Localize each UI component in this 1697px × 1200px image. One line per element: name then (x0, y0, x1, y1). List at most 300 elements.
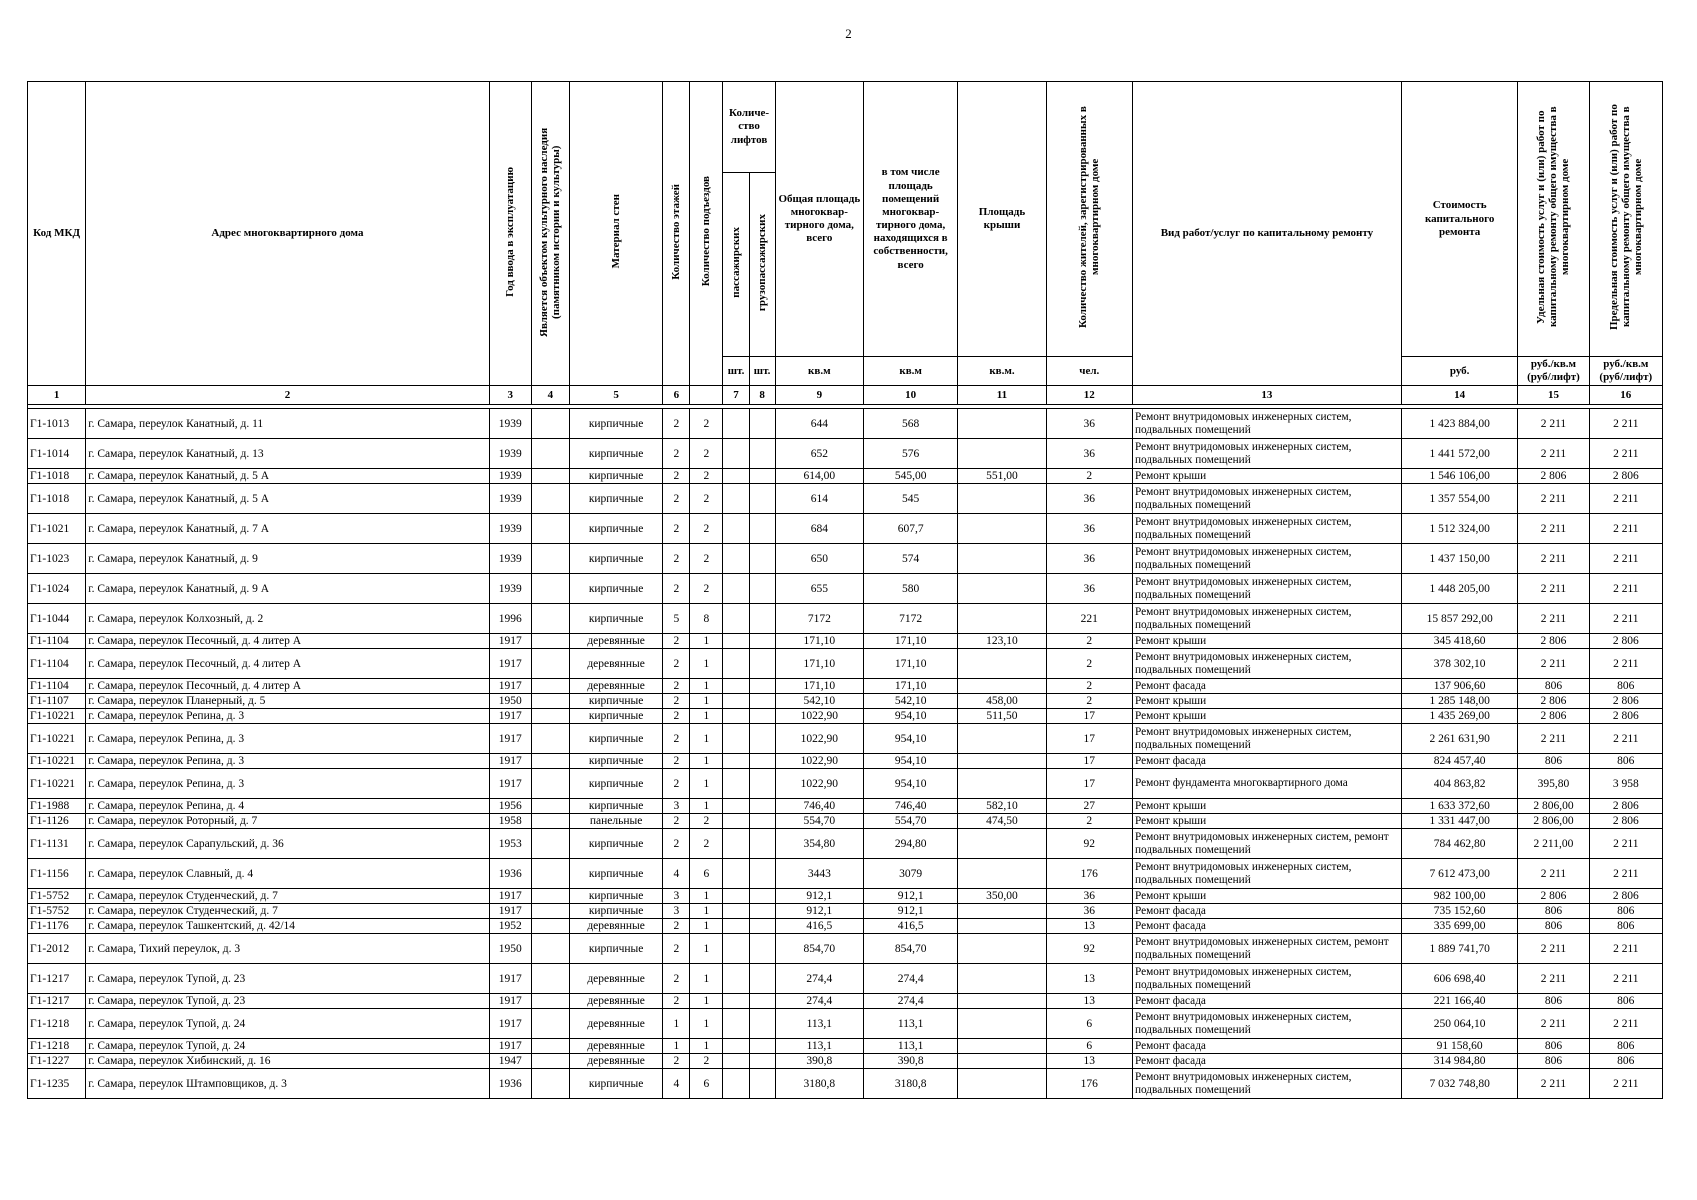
cell-year: 1936 (489, 859, 531, 889)
cell-lifts-passenger (723, 934, 749, 964)
cell-floors: 2 (663, 439, 690, 469)
cell-code: Г1-1044 (28, 604, 86, 634)
cell-work-type: Ремонт внутридомовых инженерных систем, ремонт подвальных помещений (1132, 829, 1401, 859)
column-number: 6 (663, 386, 690, 405)
cell-wall-material: кирпичные (569, 469, 662, 484)
cell-unit-cost: 2 211 (1518, 514, 1589, 544)
cell-code: Г1-10221 (28, 724, 86, 754)
cell-lifts-passenger (723, 889, 749, 904)
cell-floors: 2 (663, 919, 690, 934)
table-row (28, 934, 1663, 964)
cell-lifts-passenger (723, 1054, 749, 1069)
cell-unit-cost: 806 (1518, 904, 1589, 919)
cell-limit-cost: 2 211 (1589, 409, 1662, 439)
cell-lifts-passenger (723, 649, 749, 679)
cell-code: Г1-2012 (28, 934, 86, 964)
cell-year: 1939 (489, 439, 531, 469)
cell-floors: 2 (663, 634, 690, 649)
cell-cost: 250 064,10 (1401, 1009, 1517, 1039)
cell-heritage (531, 679, 569, 694)
cell-owned-area: 390,8 (863, 1054, 957, 1069)
cell-unit-cost: 2 806,00 (1518, 799, 1589, 814)
cell-residents: 13 (1046, 919, 1132, 934)
cell-year: 1947 (489, 1054, 531, 1069)
header-limit-cost: Предельная стоимость услуг и (или) работ по капитальному ремонту общего имущества в многоквартирном доме (1589, 82, 1662, 357)
table-row (28, 709, 1663, 724)
cell-lifts-cargo (749, 769, 775, 799)
cell-wall-material: кирпичные (569, 409, 662, 439)
cell-residents: 2 (1046, 634, 1132, 649)
cell-entrances: 2 (690, 814, 723, 829)
cell-entrances: 6 (690, 1069, 723, 1099)
cell-owned-area: 912,1 (863, 889, 957, 904)
cell-total-area: 684 (775, 514, 863, 544)
cell-year: 1996 (489, 604, 531, 634)
cell-total-area: 3180,8 (775, 1069, 863, 1099)
cell-wall-material: кирпичные (569, 574, 662, 604)
cell-cost: 335 699,00 (1401, 919, 1517, 934)
column-number (690, 386, 723, 405)
cell-roof-area: 350,00 (958, 889, 1046, 904)
cell-floors: 2 (663, 934, 690, 964)
cell-owned-area: 607,7 (863, 514, 957, 544)
cell-floors: 1 (663, 1009, 690, 1039)
cell-code: Г1-1218 (28, 1039, 86, 1054)
header-work-type: Вид работ/услуг по капитальному ремонту (1132, 82, 1401, 386)
cell-lifts-cargo (749, 1069, 775, 1099)
cell-heritage (531, 709, 569, 724)
cell-unit-cost: 806 (1518, 754, 1589, 769)
cell-work-type: Ремонт внутридомовых инженерных систем, подвальных помещений (1132, 724, 1401, 754)
cell-work-type: Ремонт внутридомовых инженерных систем, подвальных помещений (1132, 964, 1401, 994)
cell-work-type: Ремонт фасада (1132, 679, 1401, 694)
cell-owned-area: 542,10 (863, 694, 957, 709)
cell-owned-area: 171,10 (863, 649, 957, 679)
cell-entrances: 2 (690, 829, 723, 859)
cell-heritage (531, 694, 569, 709)
cell-lifts-passenger (723, 709, 749, 724)
cell-year: 1956 (489, 799, 531, 814)
cell-roof-area (958, 604, 1046, 634)
cell-owned-area: 113,1 (863, 1009, 957, 1039)
table-row (28, 439, 1663, 469)
cell-wall-material: панельные (569, 814, 662, 829)
header-wall-material: Материал стен (569, 82, 662, 386)
cell-wall-material: деревянные (569, 919, 662, 934)
cell-cost: 824 457,40 (1401, 754, 1517, 769)
cell-lifts-passenger (723, 994, 749, 1009)
cell-lifts-passenger (723, 1009, 749, 1039)
cell-lifts-cargo (749, 604, 775, 634)
cell-cost: 1 889 741,70 (1401, 934, 1517, 964)
header-lifts-passenger: пассажирских (723, 173, 749, 357)
cell-wall-material: деревянные (569, 1054, 662, 1069)
cell-lifts-cargo (749, 484, 775, 514)
cell-residents: 13 (1046, 964, 1132, 994)
cell-cost: 1 633 372,60 (1401, 799, 1517, 814)
cell-roof-area: 458,00 (958, 694, 1046, 709)
cell-entrances: 6 (690, 859, 723, 889)
cell-roof-area: 123,10 (958, 634, 1046, 649)
column-number: 1 (28, 386, 86, 405)
cell-code: Г1-1023 (28, 544, 86, 574)
cell-unit-cost: 2 806 (1518, 469, 1589, 484)
cell-cost: 1 285 148,00 (1401, 694, 1517, 709)
cell-lifts-passenger (723, 904, 749, 919)
cell-limit-cost: 806 (1589, 1054, 1662, 1069)
cell-heritage (531, 754, 569, 769)
cell-code: Г1-1227 (28, 1054, 86, 1069)
cell-limit-cost: 3 958 (1589, 769, 1662, 799)
cell-total-area: 390,8 (775, 1054, 863, 1069)
cell-lifts-passenger (723, 484, 749, 514)
cell-cost: 7 612 473,00 (1401, 859, 1517, 889)
cell-roof-area (958, 859, 1046, 889)
cell-limit-cost: 806 (1589, 679, 1662, 694)
cell-cost: 1 423 884,00 (1401, 409, 1517, 439)
cell-limit-cost: 2 211 (1589, 604, 1662, 634)
cell-residents: 36 (1046, 904, 1132, 919)
cell-wall-material: кирпичные (569, 439, 662, 469)
cell-address: г. Самара, переулок Канатный, д. 11 (86, 409, 489, 439)
table-row (28, 889, 1663, 904)
cell-total-area: 1022,90 (775, 709, 863, 724)
cell-heritage (531, 649, 569, 679)
cell-owned-area: 171,10 (863, 679, 957, 694)
column-number: 4 (531, 386, 569, 405)
cell-lifts-cargo (749, 514, 775, 544)
cell-lifts-passenger (723, 694, 749, 709)
table-row (28, 604, 1663, 634)
cell-wall-material: кирпичные (569, 829, 662, 859)
cell-floors: 2 (663, 514, 690, 544)
cell-wall-material: деревянные (569, 1009, 662, 1039)
cell-code: Г1-5752 (28, 904, 86, 919)
cell-total-area: 171,10 (775, 679, 863, 694)
cell-cost: 91 158,60 (1401, 1039, 1517, 1054)
cell-lifts-passenger (723, 859, 749, 889)
cell-unit-cost: 2 211 (1518, 544, 1589, 574)
cell-cost: 137 906,60 (1401, 679, 1517, 694)
cell-wall-material: кирпичные (569, 754, 662, 769)
cell-heritage (531, 799, 569, 814)
cell-wall-material: деревянные (569, 964, 662, 994)
cell-total-area: 416,5 (775, 919, 863, 934)
cell-entrances: 1 (690, 994, 723, 1009)
cell-heritage (531, 829, 569, 859)
cell-year: 1917 (489, 964, 531, 994)
cell-residents: 36 (1046, 574, 1132, 604)
table-row (28, 964, 1663, 994)
cell-limit-cost: 806 (1589, 754, 1662, 769)
cell-residents: 36 (1046, 439, 1132, 469)
cell-floors: 3 (663, 904, 690, 919)
cell-roof-area (958, 964, 1046, 994)
cell-lifts-passenger (723, 514, 749, 544)
cell-lifts-cargo (749, 1039, 775, 1054)
cell-lifts-cargo (749, 814, 775, 829)
table-row (28, 859, 1663, 889)
cell-entrances: 1 (690, 964, 723, 994)
header-code: Код МКД (28, 82, 86, 386)
cell-roof-area: 582,10 (958, 799, 1046, 814)
cell-owned-area: 3180,8 (863, 1069, 957, 1099)
cell-code: Г1-1013 (28, 409, 86, 439)
cell-unit-cost: 2 211 (1518, 649, 1589, 679)
cell-wall-material: кирпичные (569, 799, 662, 814)
cell-owned-area: 545,00 (863, 469, 957, 484)
cell-cost: 314 984,80 (1401, 1054, 1517, 1069)
header-owned-area: в том числе площадь помещений многоквар-тирного дома, находящихся в собственности, всего (863, 82, 957, 357)
cell-residents: 36 (1046, 889, 1132, 904)
table-row (28, 769, 1663, 799)
cell-lifts-passenger (723, 799, 749, 814)
cell-entrances: 1 (690, 934, 723, 964)
cell-limit-cost: 2 211 (1589, 544, 1662, 574)
unit-lifts-cargo: шт. (749, 357, 775, 386)
cell-year: 1917 (489, 679, 531, 694)
cell-roof-area (958, 994, 1046, 1009)
cell-limit-cost: 2 806 (1589, 814, 1662, 829)
cell-heritage (531, 484, 569, 514)
cell-limit-cost: 2 211 (1589, 484, 1662, 514)
cell-cost: 1 331 447,00 (1401, 814, 1517, 829)
cell-wall-material: кирпичные (569, 484, 662, 514)
cell-work-type: Ремонт крыши (1132, 889, 1401, 904)
cell-unit-cost: 2 211 (1518, 574, 1589, 604)
cell-address: г. Самара, переулок Хибинский, д. 16 (86, 1054, 489, 1069)
cell-cost: 784 462,80 (1401, 829, 1517, 859)
cell-owned-area: 3079 (863, 859, 957, 889)
table-row (28, 724, 1663, 754)
page-number: 2 (845, 26, 852, 41)
cell-unit-cost: 2 211 (1518, 604, 1589, 634)
table-row (28, 634, 1663, 649)
cell-code: Г1-1156 (28, 859, 86, 889)
cell-lifts-cargo (749, 904, 775, 919)
cell-address: г. Самара, переулок Канатный, д. 13 (86, 439, 489, 469)
cell-owned-area: 574 (863, 544, 957, 574)
cell-year: 1953 (489, 829, 531, 859)
cell-entrances: 1 (690, 634, 723, 649)
cell-address: г. Самара, Тихий переулок, д. 3 (86, 934, 489, 964)
cell-unit-cost: 2 211 (1518, 439, 1589, 469)
table-body (28, 409, 1663, 1099)
unit-cost: руб. (1401, 357, 1517, 386)
cell-cost: 735 152,60 (1401, 904, 1517, 919)
cell-year: 1936 (489, 1069, 531, 1099)
cell-wall-material: деревянные (569, 994, 662, 1009)
cell-residents: 36 (1046, 544, 1132, 574)
cell-lifts-passenger (723, 754, 749, 769)
cell-roof-area (958, 934, 1046, 964)
cell-heritage (531, 814, 569, 829)
cell-floors: 2 (663, 574, 690, 604)
cell-limit-cost: 2 806 (1589, 694, 1662, 709)
cell-residents: 92 (1046, 829, 1132, 859)
cell-wall-material: кирпичные (569, 604, 662, 634)
cell-floors: 2 (663, 829, 690, 859)
cell-roof-area (958, 904, 1046, 919)
cell-code: Г1-10221 (28, 769, 86, 799)
cell-roof-area (958, 484, 1046, 514)
cell-entrances: 1 (690, 889, 723, 904)
header-lifts: Количе-ство лифтов (723, 82, 775, 173)
cell-roof-area (958, 679, 1046, 694)
cell-year: 1939 (489, 484, 531, 514)
unit-unit-cost: руб./кв.м (руб/лифт) (1518, 357, 1589, 386)
cell-total-area: 3443 (775, 859, 863, 889)
cell-heritage (531, 604, 569, 634)
cell-work-type: Ремонт внутридомовых инженерных систем, подвальных помещений (1132, 604, 1401, 634)
cell-heritage (531, 919, 569, 934)
cell-roof-area (958, 829, 1046, 859)
cell-address: г. Самара, переулок Канатный, д. 7 А (86, 514, 489, 544)
cell-year: 1917 (489, 889, 531, 904)
cell-heritage (531, 1039, 569, 1054)
cell-total-area: 274,4 (775, 994, 863, 1009)
cell-owned-area: 294,80 (863, 829, 957, 859)
cell-unit-cost: 2 806,00 (1518, 814, 1589, 829)
column-number: 9 (775, 386, 863, 405)
cell-owned-area: 854,70 (863, 934, 957, 964)
cell-cost: 1 448 205,00 (1401, 574, 1517, 604)
table-row (28, 649, 1663, 679)
cell-code: Г1-1218 (28, 1009, 86, 1039)
cell-lifts-cargo (749, 709, 775, 724)
header-residents: Количество жителей, зарегистрированных в многоквартирном доме (1046, 82, 1132, 357)
cell-entrances: 1 (690, 694, 723, 709)
header-cost: Стоимость капитального ремонта (1401, 82, 1517, 357)
cell-limit-cost: 2 806 (1589, 799, 1662, 814)
cell-owned-area: 416,5 (863, 919, 957, 934)
cell-code: Г1-1018 (28, 484, 86, 514)
cell-code: Г1-1988 (28, 799, 86, 814)
cell-wall-material: деревянные (569, 649, 662, 679)
cell-floors: 1 (663, 1039, 690, 1054)
cell-address: г. Самара, переулок Сарапульский, д. 36 (86, 829, 489, 859)
cell-lifts-passenger (723, 574, 749, 604)
cell-cost: 1 435 269,00 (1401, 709, 1517, 724)
cell-year: 1917 (489, 1009, 531, 1039)
cell-residents: 2 (1046, 814, 1132, 829)
cell-heritage (531, 769, 569, 799)
cell-heritage (531, 1009, 569, 1039)
cell-unit-cost: 2 806 (1518, 694, 1589, 709)
cell-floors: 2 (663, 694, 690, 709)
cell-roof-area (958, 1039, 1046, 1054)
column-number: 13 (1132, 386, 1401, 405)
cell-address: г. Самара, переулок Канатный, д. 9 А (86, 574, 489, 604)
cell-entrances: 1 (690, 769, 723, 799)
cell-lifts-cargo (749, 994, 775, 1009)
header-unit-cost: Удельная стоимость услуг и (или) работ по капитальному ремонту общего имущества в многоквартирном доме (1518, 82, 1589, 357)
cell-address: г. Самара, переулок Песочный, д. 4 литер А (86, 679, 489, 694)
cell-entrances: 1 (690, 799, 723, 814)
header-heritage: Является объектом культурного наследия (памятником истории и культуры) (531, 82, 569, 386)
table-row (28, 544, 1663, 574)
cell-total-area: 1022,90 (775, 754, 863, 769)
cell-work-type: Ремонт фасада (1132, 919, 1401, 934)
cell-work-type: Ремонт фасада (1132, 994, 1401, 1009)
cell-limit-cost: 2 806 (1589, 889, 1662, 904)
cell-cost: 1 546 106,00 (1401, 469, 1517, 484)
cell-cost: 404 863,82 (1401, 769, 1517, 799)
cell-code: Г1-1104 (28, 649, 86, 679)
cell-code: Г1-1024 (28, 574, 86, 604)
cell-lifts-cargo (749, 799, 775, 814)
cell-unit-cost: 2 211 (1518, 1069, 1589, 1099)
cell-residents: 176 (1046, 859, 1132, 889)
cell-unit-cost: 806 (1518, 1039, 1589, 1054)
header-floors: Количество этажей (663, 82, 690, 386)
cell-heritage (531, 964, 569, 994)
cell-year: 1917 (489, 769, 531, 799)
cell-year: 1917 (489, 904, 531, 919)
cell-code: Г1-1018 (28, 469, 86, 484)
column-number: 5 (569, 386, 662, 405)
cell-lifts-passenger (723, 469, 749, 484)
cell-code: Г1-1235 (28, 1069, 86, 1099)
cell-heritage (531, 514, 569, 544)
cell-total-area: 354,80 (775, 829, 863, 859)
cell-address: г. Самара, переулок Репина, д. 4 (86, 799, 489, 814)
cell-owned-area: 7172 (863, 604, 957, 634)
column-number: 11 (958, 386, 1046, 405)
table-row (28, 1039, 1663, 1054)
cell-year: 1917 (489, 754, 531, 769)
cell-heritage (531, 439, 569, 469)
cell-year: 1917 (489, 709, 531, 724)
cell-address: г. Самара, переулок Роторный, д. 7 (86, 814, 489, 829)
cell-wall-material: кирпичные (569, 934, 662, 964)
cell-year: 1950 (489, 934, 531, 964)
cell-entrances: 2 (690, 514, 723, 544)
cell-unit-cost: 806 (1518, 679, 1589, 694)
cell-unit-cost: 2 211 (1518, 409, 1589, 439)
cell-entrances: 8 (690, 604, 723, 634)
cell-limit-cost: 806 (1589, 919, 1662, 934)
cell-residents: 17 (1046, 709, 1132, 724)
cell-year: 1939 (489, 574, 531, 604)
cell-unit-cost: 2 211 (1518, 934, 1589, 964)
cell-limit-cost: 2 211 (1589, 724, 1662, 754)
cell-address: г. Самара, переулок Репина, д. 3 (86, 769, 489, 799)
cell-wall-material: кирпичные (569, 514, 662, 544)
cell-lifts-cargo (749, 694, 775, 709)
cell-lifts-cargo (749, 679, 775, 694)
cell-total-area: 171,10 (775, 634, 863, 649)
unit-residents: чел. (1046, 357, 1132, 386)
cell-lifts-cargo (749, 1054, 775, 1069)
cell-address: г. Самара, переулок Штамповщиков, д. 3 (86, 1069, 489, 1099)
cell-owned-area: 580 (863, 574, 957, 604)
cell-lifts-passenger (723, 439, 749, 469)
cell-roof-area: 511,50 (958, 709, 1046, 724)
cell-residents: 17 (1046, 754, 1132, 769)
column-number-row (28, 386, 1663, 405)
cell-lifts-passenger (723, 634, 749, 649)
cell-cost: 606 698,40 (1401, 964, 1517, 994)
cell-total-area: 614 (775, 484, 863, 514)
cell-owned-area: 954,10 (863, 724, 957, 754)
unit-owned-area: кв.м (863, 357, 957, 386)
cell-floors: 2 (663, 769, 690, 799)
cell-lifts-passenger (723, 1069, 749, 1099)
cell-lifts-passenger (723, 409, 749, 439)
cell-roof-area (958, 544, 1046, 574)
cell-lifts-passenger (723, 724, 749, 754)
